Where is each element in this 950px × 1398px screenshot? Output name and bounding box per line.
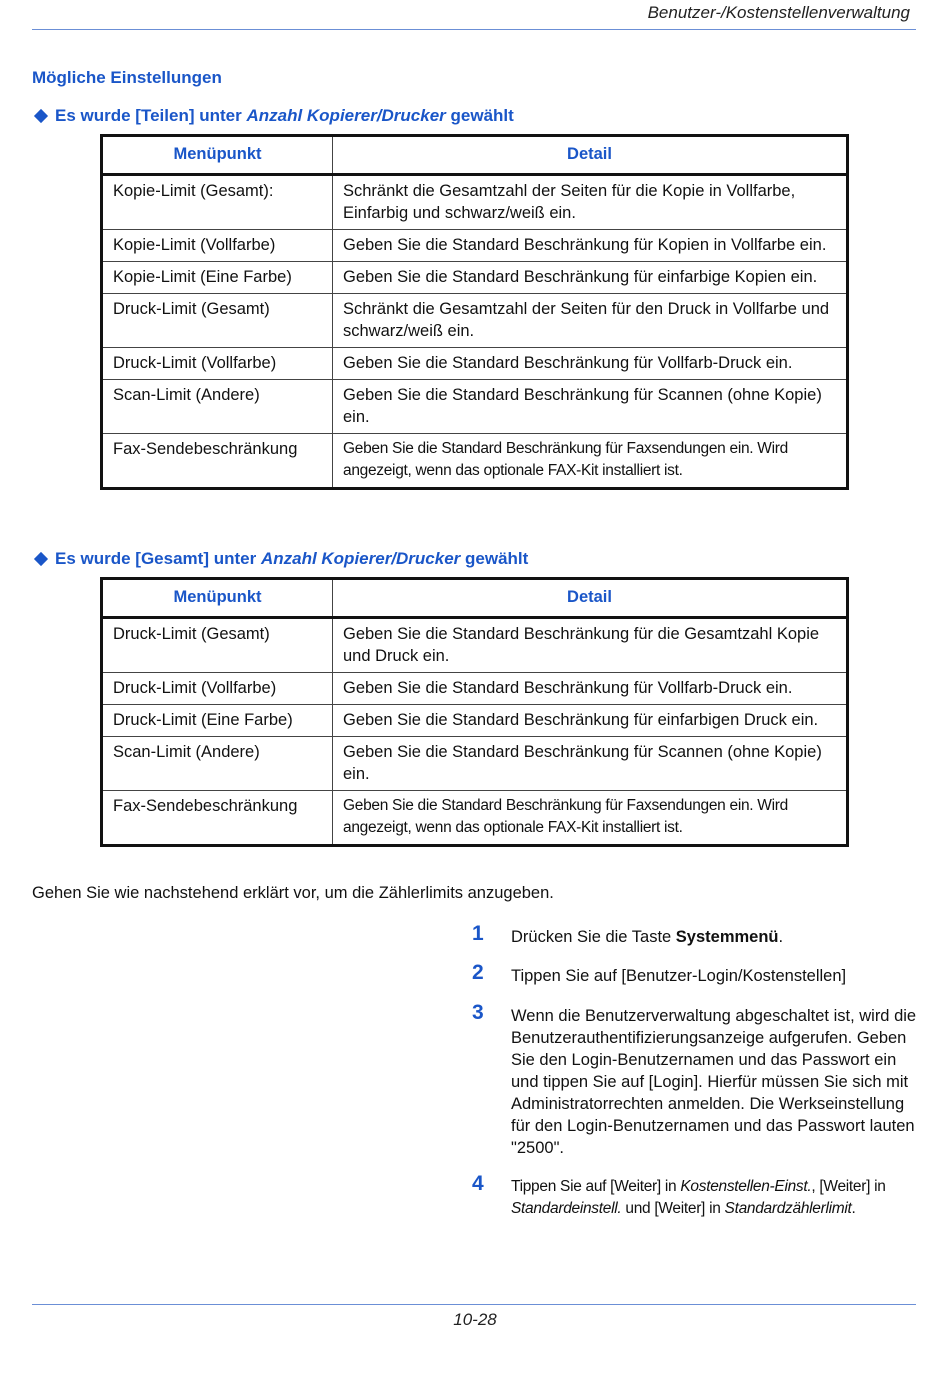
detail-cell: Geben Sie die Standard Beschränkung für Scannen (ohne Kopie) ein. (333, 737, 848, 791)
detail-cell: Geben Sie die Standard Beschränkung für Kopien in Vollfarbe ein. (333, 230, 848, 262)
settings-table-gesamt (100, 577, 849, 847)
detail-cell: Geben Sie die Standard Beschränkung für Faxsendungen ein. Wird angezeigt, wenn das optionale FAX-Kit installiert ist. (333, 791, 848, 846)
step-text-part: . (851, 1200, 856, 1217)
table-row (102, 434, 848, 489)
step-text: Tippen Sie auf [Benutzer-Login/Kostenstellen] (511, 967, 847, 985)
column-header-detail: Detail (333, 579, 848, 618)
table-row (102, 737, 848, 791)
detail-cell: Geben Sie die Standard Beschränkung für Scannen (ohne Kopie) ein. (333, 380, 848, 434)
running-header: Benutzer-/Kostenstellenverwaltung (647, 3, 910, 22)
detail-cell: Schränkt die Gesamtzahl der Seiten für die Kopie in Vollfarbe, Einfarbig und schwarz/weiß ein. (333, 175, 848, 230)
step-text-part: Tippen Sie auf [Weiter] in (511, 1178, 681, 1195)
detail-cell: Schränkt die Gesamtzahl der Seiten für den Druck in Vollfarbe und schwarz/weiß ein. (333, 294, 848, 348)
diamond-bullet-icon (34, 552, 48, 566)
step-number: 4 (472, 1172, 484, 1195)
intro-text: Gehen Sie wie nachstehend erklärt vor, um die Zählerlimits anzugeben. (32, 884, 554, 902)
table-row (102, 230, 848, 262)
table-row (102, 618, 848, 673)
subheading-text: Es wurde [Teilen] unter (55, 106, 242, 125)
detail-cell: Geben Sie die Standard Beschränkung für Faxsendungen ein. Wird angezeigt, wenn das optionale FAX-Kit installiert ist. (333, 434, 848, 489)
menu-item-cell: Fax-Sendebeschränkung (102, 791, 333, 846)
subheading-tail: gewählt (450, 106, 514, 125)
table-row (102, 294, 848, 348)
table-row (102, 175, 848, 230)
step-text-part: , [Weiter] in (811, 1178, 886, 1195)
table-row (102, 791, 848, 846)
step-text-part: Drücken Sie die Taste (511, 928, 676, 946)
header-divider (32, 29, 916, 30)
subheading-text: Es wurde [Gesamt] unter (55, 549, 257, 568)
section-title: Mögliche Einstellungen (32, 68, 222, 87)
step-number: 1 (472, 922, 484, 945)
step-key-name: Systemmenü (675, 928, 779, 946)
detail-cell: Geben Sie die Standard Beschränkung für einfarbigen Druck ein. (333, 705, 848, 737)
detail-cell: Geben Sie die Standard Beschränkung für einfarbige Kopien ein. (333, 262, 848, 294)
subheading-italic: Anzahl Kopierer/Drucker (260, 549, 461, 568)
table-row (102, 380, 848, 434)
menu-item-cell: Scan-Limit (Andere) (102, 737, 333, 791)
diamond-bullet-icon (34, 109, 48, 123)
menu-item-cell: Druck-Limit (Vollfarbe) (102, 348, 333, 380)
detail-cell: Geben Sie die Standard Beschränkung für Vollfarb-Druck ein. (333, 673, 848, 705)
step-text: Wenn die Benutzerverwaltung abgeschaltet ist, wird die Benutzerauthentifizierungsanzeige aufgerufen. Geben Sie den Login-Benutzernamen und das Passwort ein und tippen Sie auf [Login]. Hierfür müssen Sie sich mit Administratorrechten anmelden. Die Werkseinstellung für den Login-Benutzernamen und das Passwort lauten "2500". (511, 1007, 917, 1157)
subheading-tail: gewählt (465, 549, 529, 568)
subheading-teilen (34, 106, 514, 126)
step-menu-name: Kostenstellen-Einst. (680, 1178, 812, 1195)
table-row (102, 262, 848, 294)
menu-item-cell: Druck-Limit (Eine Farbe) (102, 705, 333, 737)
table-row (102, 673, 848, 705)
footer-divider (32, 1304, 916, 1305)
menu-item-cell: Kopie-Limit (Vollfarbe) (102, 230, 333, 262)
table-header-row (102, 136, 848, 175)
table-row (102, 705, 848, 737)
detail-cell: Geben Sie die Standard Beschränkung für die Gesamtzahl Kopie und Druck ein. (333, 618, 848, 673)
settings-table-teilen (100, 134, 849, 490)
subheading-italic: Anzahl Kopierer/Drucker (246, 106, 446, 125)
column-header-menu: Menüpunkt (102, 136, 333, 175)
step-text (511, 1176, 921, 1220)
menu-item-cell: Druck-Limit (Gesamt) (102, 618, 333, 673)
step-text-part: und [Weiter] in (621, 1200, 725, 1217)
menu-item-cell: Kopie-Limit (Gesamt): (102, 175, 333, 230)
column-header-menu: Menüpunkt (102, 579, 333, 618)
step-number: 3 (472, 1001, 484, 1024)
step-text (511, 926, 921, 948)
detail-cell: Geben Sie die Standard Beschränkung für Vollfarb-Druck ein. (333, 348, 848, 380)
step-menu-name: Standardeinstell. (511, 1200, 622, 1217)
menu-item-cell: Druck-Limit (Gesamt) (102, 294, 333, 348)
table-header-row (102, 579, 848, 618)
subheading-gesamt (34, 549, 528, 569)
table-row (102, 348, 848, 380)
menu-item-cell: Fax-Sendebeschränkung (102, 434, 333, 489)
menu-item-cell: Druck-Limit (Vollfarbe) (102, 673, 333, 705)
step-menu-name: Standardzählerlimit (724, 1200, 852, 1217)
step-number: 2 (472, 961, 484, 984)
page-number: 10-28 (453, 1310, 497, 1329)
step-text-part: . (778, 928, 784, 946)
column-header-detail: Detail (333, 136, 848, 175)
menu-item-cell: Scan-Limit (Andere) (102, 380, 333, 434)
menu-item-cell: Kopie-Limit (Eine Farbe) (102, 262, 333, 294)
